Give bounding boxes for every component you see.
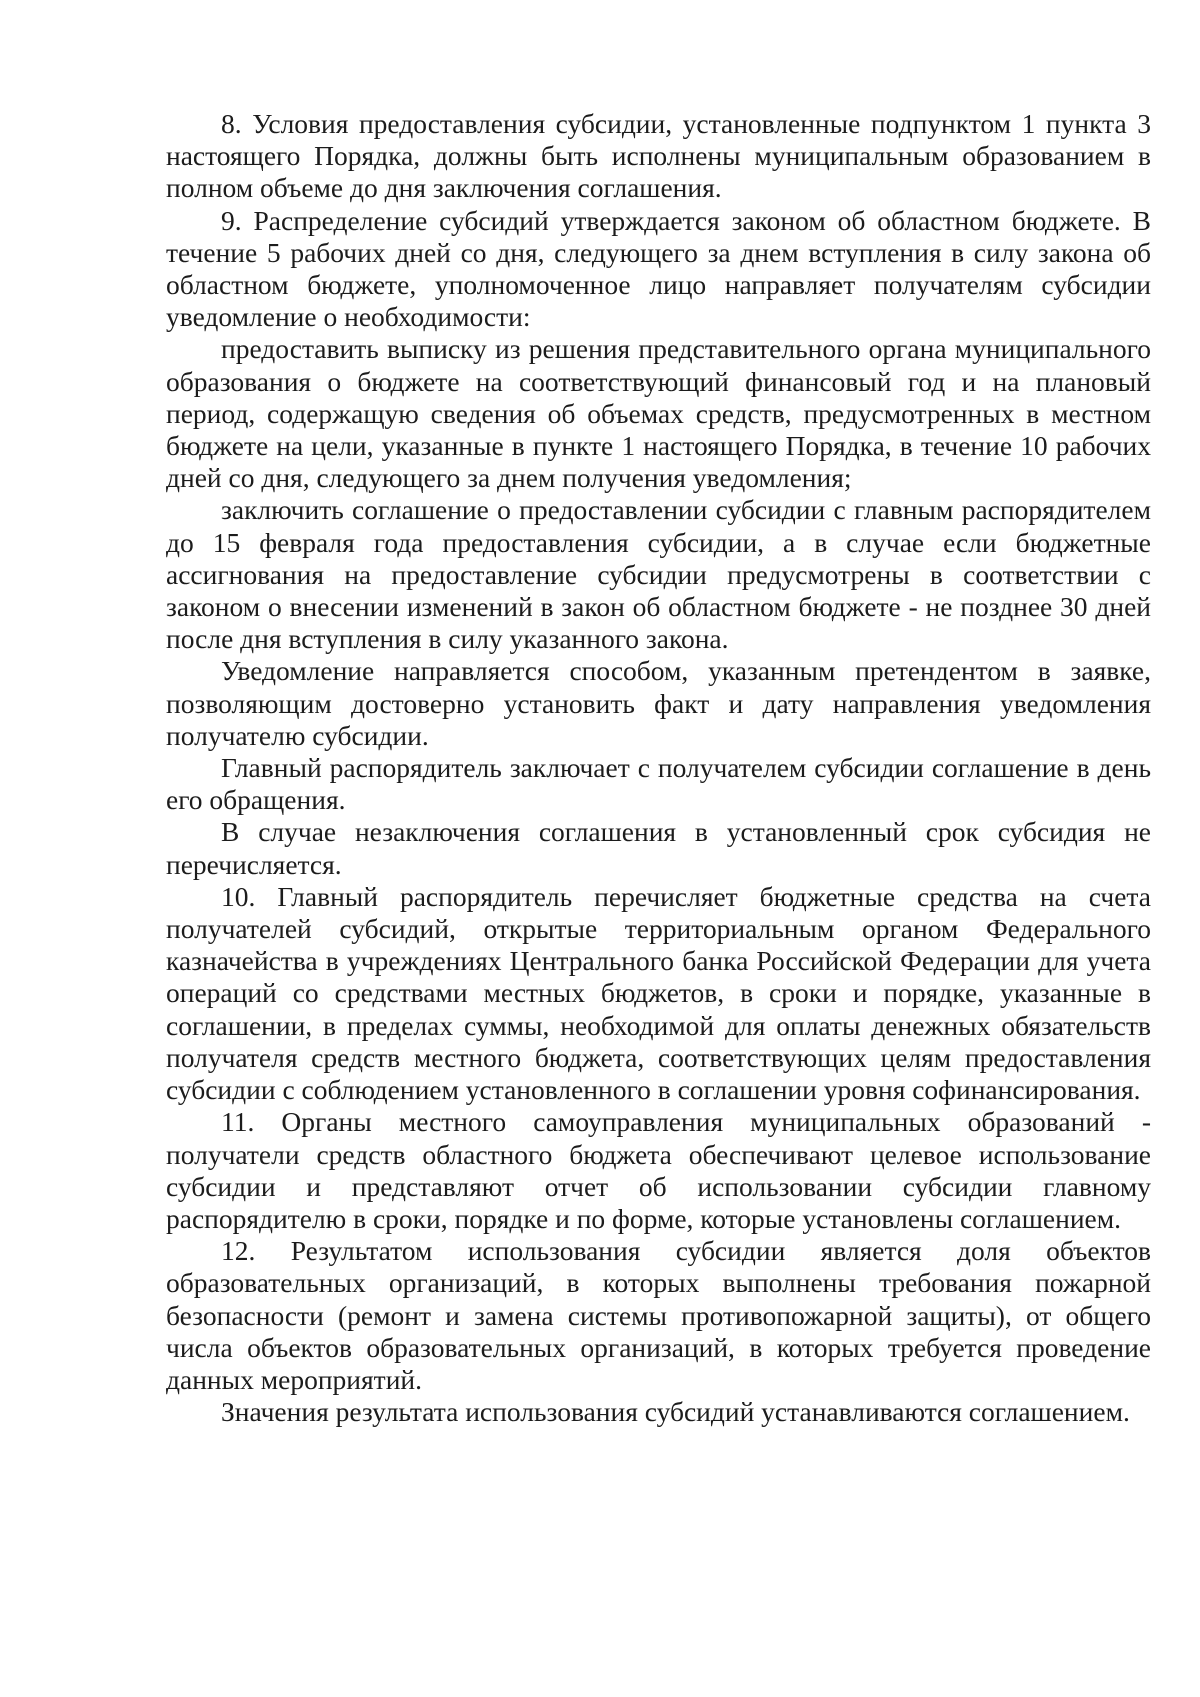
paragraph-no-agreement: В случае незаключения соглашения в установленный срок субсидия не перечисляется. [166, 816, 1151, 880]
paragraph-8: 8. Условия предоставления субсидии, установленные подпунктом 1 пункта 3 настоящего Порядка, должны быть исполнены муниципальным образованием в полном объеме до дня заключения соглашения. [166, 108, 1151, 204]
paragraph-result-values: Значения результата использования субсидий устанавливаются соглашением. [221, 1396, 1130, 1428]
paragraph-9-item-agreement: заключить соглашение о предоставлении субсидии с главным распорядителем до 15 февраля года предоставления субсидии, а в случае если бюджетные ассигнования на предоставление субсидии предусмотрены в соответствии с законом о внесении изменений в закон об областном бюджете - не позднее 30 дней после дня вступления в силу указанного закона. [166, 494, 1151, 655]
paragraph-9: 9. Распределение субсидий утверждается законом об областном бюджете. В течение 5 рабочих дней со дня, следующего за днем вступления в силу закона об областном бюджете, уполномоченное лицо направляет получателям субсидии уведомление о необходимости: [166, 204, 1151, 333]
paragraph-9-item-extract: предоставить выписку из решения представительного органа муниципального образования о бюджете на соответствующий финансовый год и на плановый период, содержащую сведения об объемах средств, предусмотренных в местном бюджете на цели, указанные в пункте 1 настоящего Порядка, в течение 10 рабочих дней со дня, следующего за днем получения уведомления; [166, 333, 1151, 494]
document-page [166, 108, 1151, 1428]
paragraph-notification-method: Уведомление направляется способом, указанным претендентом в заявке, позволяющим достоверно установить факт и дату направления уведомления получателю субсидии. [166, 655, 1151, 751]
paragraph-11: 11. Органы местного самоуправления муниципальных образований - получатели средств областного бюджета обеспечивают целевое использование субсидии и представляют отчет об использовании субсидии главному распорядителю в сроки, порядке и по форме, которые установлены соглашением. [166, 1106, 1151, 1234]
paragraph-12: 12. Результатом использования субсидии является доля объектов образовательных организаций, в которых выполнены требования пожарной безопасности (ремонт и замена системы противопожарной защиты), от общего числа объектов образовательных организаций, в которых требуется проведение данных мероприятий. [166, 1235, 1151, 1395]
paragraph-10: 10. Главный распорядитель перечисляет бюджетные средства на счета получателей субсидий, открытые территориальным органом Федерального казначейства в учреждениях Центрального банка Российской Федерации для учета операций со средствами местных бюджетов, в сроки и порядке, указанные в соглашении, в пределах суммы, необходимой для оплаты денежных обязательств получателя средств местного бюджета, соответствующих целям предоставления субсидии с соблюдением установленного в соглашении уровня софинансирования. [166, 880, 1151, 1106]
paragraph-agreement-day: Главный распорядитель заключает с получателем субсидии соглашение в день его обращения. [166, 752, 1151, 816]
